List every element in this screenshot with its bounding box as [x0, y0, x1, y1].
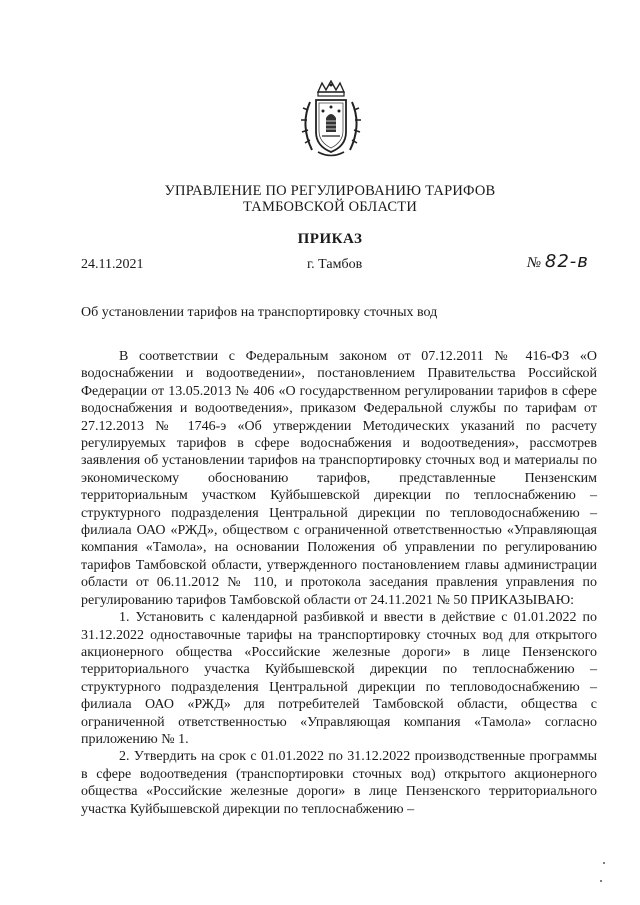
body-paragraph-preamble: В соответствии с Федеральным законом от 07.12.2011 № 416-ФЗ «О водоснабжении и водоотведении», постановлением Правительства Российской Федерации от 13.05.2013 № 406 «О государственном регулировании тарифов в сфере водоснабжения и водоотведения», приказом Федеральной службы по тарифам от 27.12.2013 № 1746-э «Об утверждении Методических указаний по расчету регулируемых тарифов в сфере водоснабжения и водоотведения», рассмотрев заявления об установлении тарифов на транспортировку сточных вод и материалы по экономическому обоснованию тарифов, представленные Пензенским территориальным участком Куйбышевской дирекции по теплоснабжению – структурного подразделения Центральной дирекции по тепловодоснабжению – филиала ОАО «РЖД», обществом с ограниченной ответственностью «Управляющая компания «Тамола», на основании Положения об управлении по регулированию тарифов Тамбовской области, утвержденного постановлением главы администрации области от 06.11.2012 № 110, и протокола заседания правления управления по регулированию тарифов Тамбовской области от 24.11.2021 № 50 ПРИКАЗЫВАЮ: — [81, 349, 597, 608]
agency-name-line1: УПРАВЛЕНИЕ ПО РЕГУЛИРОВАНИЮ ТАРИФОВ — [164, 183, 496, 199]
body-paragraph-item-1: 1. Установить с календарной разбивкой и ввести в действие с 01.01.2022 по 31.12.2022 одноставочные тарифы на транспортировку сточных вод для открытого акционерного общества «Российские железные дороги» в лице Пензенского территориального участка Куйбышевской дирекции по теплоснабжению – структурного подразделения Центральной дирекции по тепловодоснабжению – филиала ОАО «РЖД» для потребителей Тамбовской области, общества с ограниченной ответственностью «Управляющая компания «Тамола» согласно приложению № 1. — [81, 610, 597, 747]
document-type: ПРИКАЗ — [297, 231, 363, 247]
number-prefix: № — [527, 255, 542, 271]
document-subject: Об установлении тарифов на транспортировку сточных вод — [81, 305, 438, 320]
scan-speck — [600, 880, 602, 882]
coat-of-arms-icon — [296, 80, 366, 160]
document-date: 24.11.2021 — [81, 257, 144, 272]
document-number — [527, 251, 589, 272]
agency-name-line2: ТАМБОВСКОЙ ОБЛАСТИ — [242, 199, 418, 215]
scan-speck — [603, 862, 605, 864]
document-body — [81, 348, 597, 818]
body-paragraph-item-2: 2. Утвердить на срок с 01.01.2022 по 31.12.2022 производственные программы в сфере водоотведения (транспортировки сточных вод) открытого акционерного общества «Российские железные дороги» в лице Пензенского территориального участка Куйбышевской дирекции по теплоснабжению – — [81, 749, 597, 817]
number-value: 82-в — [544, 251, 589, 272]
document-city: г. Тамбов — [307, 257, 363, 272]
